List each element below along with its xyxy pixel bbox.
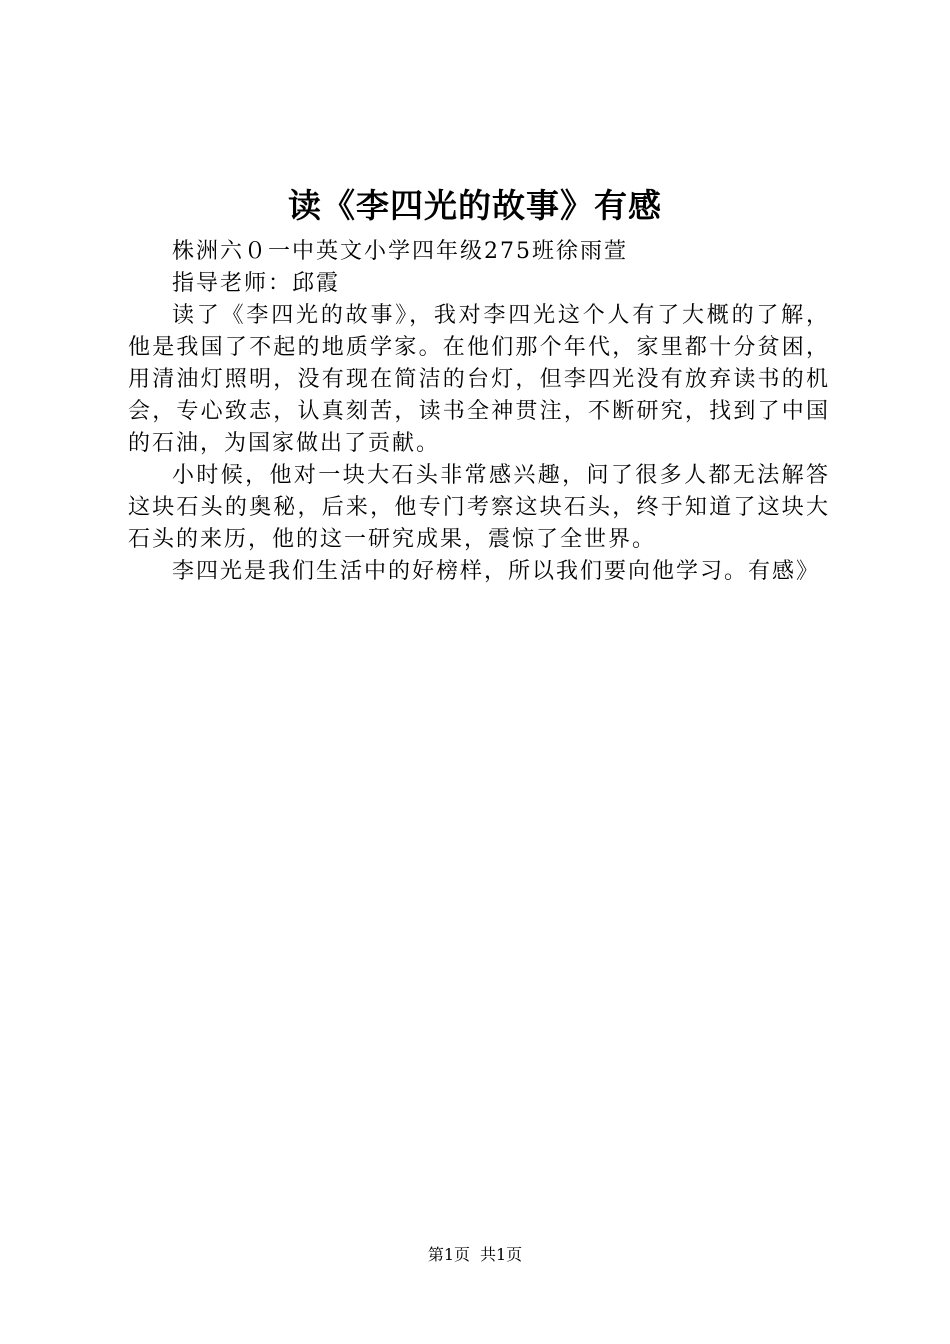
page-number-total: 共1页 (480, 1245, 523, 1264)
page-number-current: 第1页 (427, 1245, 470, 1264)
teacher-line: 指导老师：邱霞 (172, 271, 341, 296)
body-paragraph: 读了《李四光的故事》，我对李四光这个人有了大概的了解，他是我国了不起的地质学家。在他们那个年代，家里都十分贫困，用清油灯照明，没有现在简洁的台灯，但李四光没有放弃读书的机会，专心致志，认真刻苦，读书全神贯注，不断研究，找到了中国的石油，为国家做出了贡献。 (128, 303, 830, 456)
document-title: 读《李四光的故事》有感 (288, 186, 662, 225)
document-body (128, 236, 830, 588)
body-paragraph: 小时候，他对一块大石头非常感兴趣，问了很多人都无法解答这块石头的奥秘，后来，他专门考察这块石头，终于知道了这块大石头的来历，他的这一研究成果，震惊了全世界。 (128, 463, 830, 552)
page-footer (0, 1243, 950, 1267)
author-line: 株洲六０一中英文小学四年级275班徐雨萱 (172, 239, 628, 264)
body-paragraph: 李四光是我们生活中的好榜样，所以我们要向他学习。有感》 (172, 559, 821, 584)
